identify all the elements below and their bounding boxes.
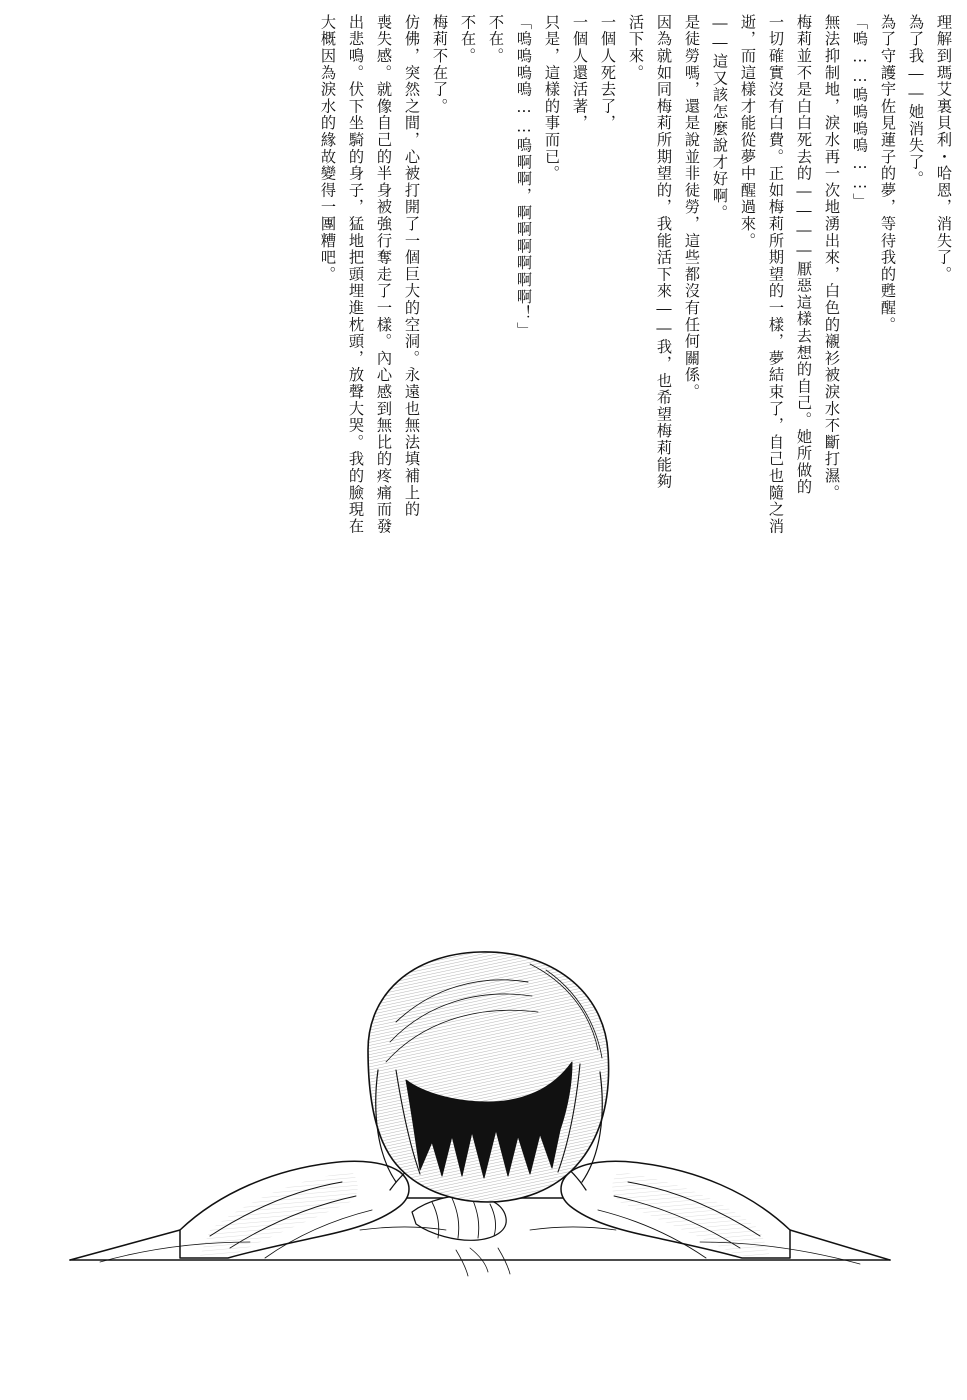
novel-column: 活下來。 [627,14,645,82]
novel-column: 「嗚……嗚嗚嗚嗚……」 [851,14,869,210]
novel-column: 梅莉不在了。 [431,14,449,115]
novel-column: 一個人死去了， [599,14,617,132]
novel-column: 「嗚嗚嗚嗚……嗚啊啊，啊啊啊啊啊啊！」 [515,14,533,339]
novel-column: 是徒勞嗎，還是說並非徒勞，這些都沒有任何關係。 [683,14,701,401]
novel-column: 梅莉並不是白白死去的――――厭惡這樣去想的自己。她所做的 [795,14,813,496]
novel-column: 一個人還活著， [571,14,589,132]
illustration-girl-crying [60,930,900,1310]
novel-column: 無法抑制地，淚水再一次地湧出來，白色的襯衫被淚水不斷打濕。 [823,14,841,502]
novel-column: 理解到瑪艾裏貝利・哈恩，消失了。 [935,14,953,283]
novel-column: 不在。 [459,14,477,65]
novel-column: 因為就如同梅莉所期望的，我能活下來――我，也希望梅莉能夠 [655,14,673,490]
novel-column: ――這又該怎麼說才好啊。 [711,14,729,222]
novel-column: 仿佛，突然之間，心被打開了一個巨大的空洞。永遠也無法填補上的 [403,14,421,518]
novel-column: 喪失感。就像自己的半身被強行奪走了一樣。內心感到無比的疼痛而發 [375,14,393,535]
novel-column: 出悲鳴。伏下坐騎的身子，猛地把頭埋進枕頭，放聲大哭。我的臉現在 [347,14,365,535]
novel-column: 不在。 [487,14,505,65]
novel-text-block [100,14,951,654]
novel-column: 為了守護宇佐見蓮子的夢，等待我的甦醒。 [879,14,897,334]
novel-column: 大概因為淚水的緣故變得一團糟吧。 [319,14,337,283]
novel-column: 只是，這樣的事而已。 [543,14,561,182]
novel-column: 一切確實沒有白費。正如梅莉所期望的一樣，夢結束了，自己也隨之消 [767,14,785,535]
illustration-svg [60,930,900,1310]
novel-column: 為了我――她消失了。 [907,14,925,188]
novel-column: 逝，而這樣才能從夢中醒過來。 [739,14,757,250]
